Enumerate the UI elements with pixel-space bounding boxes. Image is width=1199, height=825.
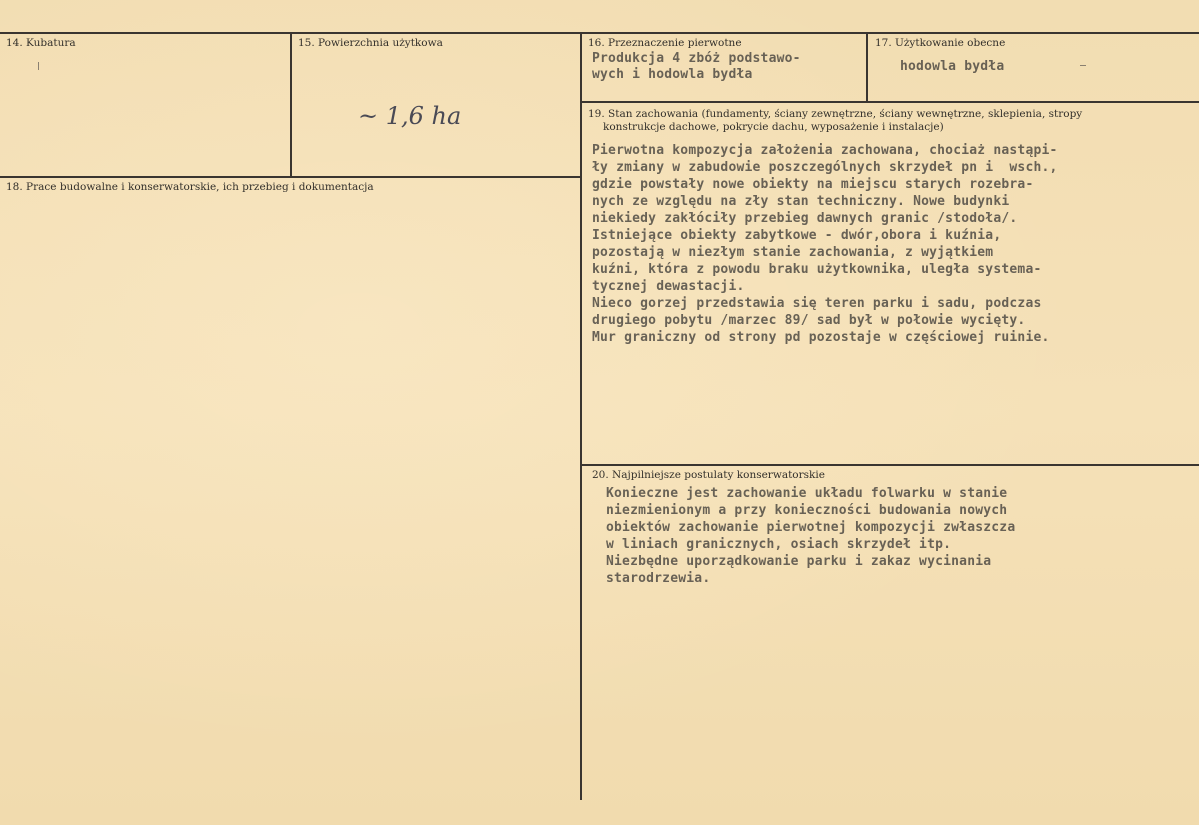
section-20-line-6: starodrzewia. <box>606 571 711 586</box>
section-20-line-2: niezmienionym a przy konieczności budowania nowych <box>606 503 1008 518</box>
section-19-line-12: Mur graniczny od strony pd pozostaje w częściowej ruinie. <box>592 330 1050 345</box>
col-divider-1 <box>290 32 292 176</box>
section-20-line-5: Niezbędne uporządkowanie parku i zakaz wycinania <box>606 554 992 569</box>
section-20-label: 20. Najpilniejsze postulaty konserwatorskie <box>592 469 825 481</box>
section-15-label: 15. Powierzchnia użytkowa <box>298 37 443 49</box>
section-19-line-4: nych ze względu na zły stan techniczny. Nowe budynki <box>592 194 1010 209</box>
section-19-line-5: niekiedy zakłóciły przebieg dawnych granic /stodoła/. <box>592 211 1018 226</box>
section-14-label: 14. Kubatura <box>6 37 76 49</box>
dash-mark <box>1080 65 1086 66</box>
top-border-line <box>0 32 1199 34</box>
section-19-line-6: Istniejące obiekty zabytkowe - dwór,obora i kuźnia, <box>592 228 1002 243</box>
section-19-line-1: Pierwotna kompozycja założenia zachowana, chociaż nastąpi- <box>592 143 1058 158</box>
section-17-label: 17. Użytkowanie obecne <box>875 37 1006 49</box>
row-divider-right-top <box>580 101 1199 103</box>
section-19-label-line-2: konstrukcje dachowe, pokrycie dachu, wyposażenie i instalacje) <box>603 121 944 133</box>
section-19-line-3: gdzie powstały nowe obiekty na miejscu starych rozebra- <box>592 177 1034 192</box>
section-15-handwritten-value: ~ 1,6 ha <box>358 102 462 130</box>
section-16-line-2: wych i hodowla bydła <box>592 67 753 82</box>
section-19-label-line-1: 19. Stan zachowania (fundamenty, ściany zewnętrzne, ściany wewnętrzne, sklepienia, stropy <box>588 108 1083 120</box>
section-20-line-1: Konieczne jest zachowanie układu folwarku w stanie <box>606 486 1008 501</box>
section-19-line-11: drugiego pobytu /marzec 89/ sad był w połowie wycięty. <box>592 313 1026 328</box>
section-19-line-2: ły zmiany w zabudowie poszczególnych skrzydeł pn i wsch., <box>592 160 1058 175</box>
col-divider-main <box>580 32 582 800</box>
pencil-mark <box>38 62 39 70</box>
section-19-line-8: kuźni, która z powodu braku użytkownika, uległa systema- <box>592 262 1042 277</box>
section-16-label: 16. Przeznaczenie pierwotne <box>588 37 742 49</box>
section-16-line-1: Produkcja 4 zbóż podstawo- <box>592 51 801 66</box>
section-19-line-9: tycznej dewastacji. <box>592 279 745 294</box>
row-divider-left <box>0 176 580 178</box>
col-divider-3 <box>866 32 868 101</box>
section-19-line-10: Nieco gorzej przedstawia się teren parku i sadu, podczas <box>592 296 1042 311</box>
row-divider-right-mid <box>580 464 1199 466</box>
section-20-line-4: w liniach granicznych, osiach skrzydeł itp. <box>606 537 952 552</box>
section-18-label: 18. Prace budowalne i konserwatorskie, ich przebieg i dokumentacja <box>6 181 374 193</box>
section-20-line-3: obiektów zachowanie pierwotnej kompozycji zwłaszcza <box>606 520 1016 535</box>
section-17-value: hodowla bydła <box>900 59 1005 74</box>
section-19-line-7: pozostają w niezłym stanie zachowania, z wyjątkiem <box>592 245 994 260</box>
